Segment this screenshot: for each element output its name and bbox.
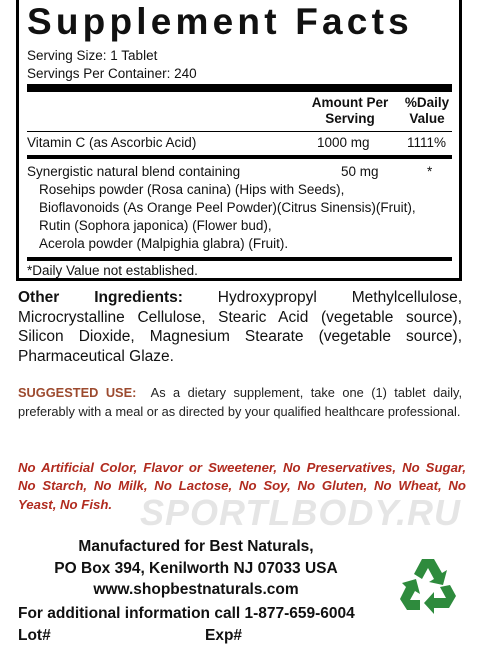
divider-thick <box>27 84 452 92</box>
contact-info: For additional information call 1-877-659-6004 <box>18 605 355 622</box>
manufacturer-address: PO Box 394, Kenilworth NJ 07033 USA <box>54 560 338 577</box>
lot-label: Lot# <box>18 627 51 644</box>
manufacturer-line: Manufactured for Best Naturals, <box>78 538 314 555</box>
divider-thin <box>27 131 452 132</box>
servings-per-container: Servings Per Container: 240 <box>27 66 197 81</box>
supplement-facts-panel <box>16 0 462 281</box>
nutrient-name: Vitamin C (as Ascorbic Acid) <box>27 135 197 150</box>
blend-ingredient: Bioflavonoids (As Orange Peel Powder)(Citrus Sinensis)(Fruit), <box>39 200 416 215</box>
blend-name: Synergistic natural blend containing <box>27 164 241 179</box>
exp-label: Exp# <box>205 627 243 644</box>
daily-value-footnote: *Daily Value not established. <box>27 263 198 278</box>
other-ingredients-label: Other Ingredients: <box>18 289 183 306</box>
other-ingredients <box>18 288 462 366</box>
divider-medium <box>27 257 452 261</box>
recycle-icon <box>396 555 460 617</box>
manufacturer-website: www.shopbestnaturals.com <box>93 581 299 598</box>
watermark: SPORTLBODY.RU <box>140 492 462 533</box>
suggested-use-label: SUGGESTED USE: <box>18 385 137 400</box>
blend-ingredient: Rutin (Sophora japonica) (Flower bud), <box>39 218 272 233</box>
nutrient-dv: 1111% <box>407 135 447 150</box>
blend-amount: 50 mg <box>341 164 379 179</box>
other-ingredients-text: Hydroxypropyl Methylcellulose, Microcrystalline Cellulose, Stearic Acid (vegetable source), Silicon Dioxide, Magnesium Stearate (vegetable source), Pharmaceutical Glaze. <box>18 289 462 365</box>
amount-header <box>309 95 391 127</box>
blend-ingredient: Acerola powder (Malpighia glabra) (Fruit). <box>39 236 289 251</box>
amount-header-line2: Serving <box>325 111 375 126</box>
facts-title: Supplement Facts <box>27 1 413 42</box>
dv-header <box>401 95 453 127</box>
serving-size: Serving Size: 1 Tablet <box>27 48 158 63</box>
dv-header-line1: %Daily <box>404 95 450 110</box>
free-from-statement: No Artificial Color, Flavor or Sweetener, No Preservatives, No Sugar, No Starch, No Milk, No Lactose, No Soy, No Gluten, No Wheat, No Yeast, No Fish. <box>18 460 466 512</box>
divider-medium <box>27 155 452 159</box>
suggested-use <box>18 384 462 421</box>
suggested-use-text: As a dietary supplement, take one (1) tablet daily, preferably with a meal or as directed by your qualified healthcare professional. <box>18 385 463 419</box>
blend-dv: * <box>427 164 433 179</box>
nutrient-amount: 1000 mg <box>317 135 370 150</box>
blend-ingredient: Rosehips powder (Rosa canina) (Hips with Seeds), <box>39 182 345 197</box>
amount-header-line1: Amount Per <box>311 95 389 110</box>
dv-header-line2: Value <box>409 111 445 126</box>
